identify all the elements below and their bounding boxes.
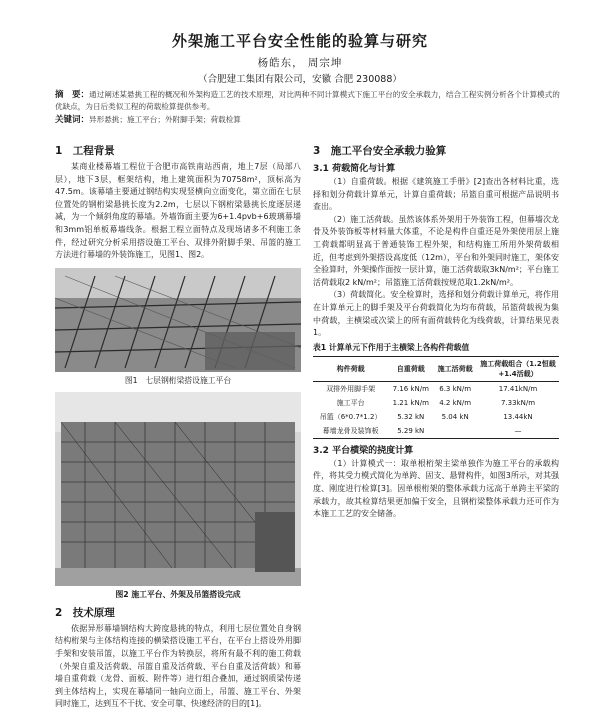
section-3-1-heading: 3.1 荷载简化与计算 xyxy=(313,164,396,174)
figure-2-photo xyxy=(55,392,301,586)
section-3-heading: 3 施工平台安全承载力验算 xyxy=(313,145,447,157)
section-3-1-paragraph-1: （1）自重荷载。根据《建筑施工手册》[2]查出各材料比重，选择和划分荷载计算单元，计算自重荷载；吊篮自重可根据产品说明书查出。 xyxy=(313,177,559,212)
keywords-label: 关键词： xyxy=(55,115,90,125)
table-1-header: 构件荷载 xyxy=(336,364,365,373)
table-1-header: 自重荷载 xyxy=(396,364,425,373)
section-3-2-paragraph: （1）计算模式一：取单根桁架主梁单独作为施工平台的承载构件，将其受力模式简化为单跨、固支、悬臂构件，如图3所示，对其强度、刚度进行检算[3]。因单根桁架的整体承载力远高于单跨主平梁的承载力，故其检算结果更加偏于安全，且钢桁梁整体承载力还可作为本施工工艺的安全储备。 xyxy=(313,458,559,519)
keywords-text: 异形悬挑；施工平台；外附脚手架；荷载检算 xyxy=(89,115,241,124)
figure-2-caption: 图2 施工平台、外架及吊篮搭设完成 xyxy=(115,589,241,599)
abstract xyxy=(55,89,560,113)
abstract-text: 通过阐述某悬挑工程的概况和外架构造工艺的技术原理，对比两种不同计算模式下施工平台的安全承载力，结合工程实例分析各个计算模式的优缺点，为日后类似工程的荷载检算提供参考。 xyxy=(55,90,560,111)
table-cell: 5.04 kN xyxy=(441,412,469,421)
section-2-heading: 2 技术原理 xyxy=(55,606,115,619)
figure-1-photo xyxy=(55,268,301,372)
paper-affiliation: （合肥建工集团有限公司，安徽 合肥 230088） xyxy=(198,74,402,85)
section-3-1-paragraph-2: （2）施工活荷载。虽然该体系外架用于外装饰工程，但幕墙次龙骨及外装饰板等材料量大体重，不论是构件自重还是外架使用层上施工荷载都明显高于普通装饰工程外架，和结构施工所用外架荷载相近，但考虑到外架搭设高度低（12m），平台和外架同时施工，架体安全验算时，外架操作面按一层计算，施工活荷载取3kN/m²；平台施工活荷载取2 kN/m²；吊篮施工活荷载按规范取1.2kN/m²。 xyxy=(313,214,559,287)
table-1-caption: 表1 计算单元下作用于主横梁上各构件荷载值 xyxy=(313,342,470,352)
paper-authors: 杨皓东， 周宗坤 xyxy=(257,57,343,69)
table-1-header-row xyxy=(313,356,559,381)
table-row xyxy=(313,396,559,410)
table-cell: 施工平台 xyxy=(336,398,365,407)
table-1-header: 施工活荷载 xyxy=(437,364,473,373)
table-cell xyxy=(433,424,477,439)
table-cell: 7.33kN/m xyxy=(500,398,536,407)
table-cell: 吊篮（6*0.7*1.2） xyxy=(319,412,382,421)
table-cell: 4.2 kN/m xyxy=(439,398,472,407)
table-cell: 5.32 kN xyxy=(397,412,425,421)
table-cell: 5.29 kN xyxy=(397,426,425,435)
section-3-2-heading: 3.2 平台横梁的挠度计算 xyxy=(313,445,414,456)
keywords xyxy=(55,114,560,126)
table-row xyxy=(313,381,559,396)
table-row xyxy=(313,424,559,439)
figure-1 xyxy=(55,268,301,386)
figure-2 xyxy=(55,392,301,600)
table-cell: 双排外用脚手架 xyxy=(326,384,376,393)
figure-1-caption: 图1 七层钢桁梁搭设施工平台 xyxy=(124,375,232,385)
table-cell: 1.21 kN/m xyxy=(392,398,429,407)
left-column xyxy=(55,135,301,711)
table-cell: 17.41kN/m xyxy=(498,384,538,393)
table-1 xyxy=(313,342,559,439)
table-1-header: 施工荷载组合（1.2恒载+1.4活载） xyxy=(480,359,556,378)
section-1-paragraph: 某商业楼幕墙工程位于合肥市高铁南站西南，地上7层（局部八层），地下3层，框架结构，地上建筑面积为70758m²，顶标高为47.5m。该幕墙主要通过钢结构实现竖横向立面变化，第立面在七层位置处的钢桁梁悬挑长度为2.2m，七层以下钢桁梁悬挑长度逐层递减，为一个倾斜角度的幕墙。外墙饰面主要为6+1.4pvb+6玻璃幕墙和3mm铝单板幕墙线条。根据工程立面特点及现场诸多不利施工条件，经过研究分析采用搭设施工平台、双排外附脚手架、吊篮的施工方法进行幕墙的外装饰施工，见图1、图2。 xyxy=(55,162,301,260)
section-1-heading: 1 工程背景 xyxy=(55,145,115,157)
section-2-paragraph: 依据异形幕墙钢结构大跨度悬挑的特点，利用七层位置处自身钢结构桁架与主体结构连接的横梁搭设施工平台，在平台上搭设外用脚手架和安装吊篮，以施工平台作为转换层，将所有最不利的施工荷载（外架自重及活荷载、吊篮自重及活荷载、平台自重及活荷载）和幕墙自重荷载（龙骨、面板、附件等）进行组合叠加，通过钢质梁传递到主体结构上，实现在幕墙同一轴向立面上，吊篮、施工平台、外架同时施工，达到互不干扰、安全可靠、快速经济的目的[1]。 xyxy=(55,623,301,709)
section-3-1-paragraph-3: （3）荷载简化。安全检算时，选择和划分荷载计算单元，将作用在计算单元上的脚手架及平台荷载简化为均布荷载，吊篮荷载视为集中荷载，主横梁或次梁上的所有面荷载转化为线荷载，计算结果见表1。 xyxy=(313,290,559,338)
table-row xyxy=(313,410,559,424)
table-cell: — xyxy=(514,426,522,435)
abstract-label: 摘 要： xyxy=(55,90,90,100)
paper-title: 外架施工平台安全性能的验算与研究 xyxy=(171,32,428,50)
table-cell: 6.3 kN/m xyxy=(439,384,472,393)
table-cell: 13.44kN xyxy=(503,412,533,421)
right-column xyxy=(313,135,559,521)
table-cell: 幕墙龙骨及装饰板 xyxy=(322,426,379,435)
table-cell: 7.16 kN/m xyxy=(392,384,429,393)
